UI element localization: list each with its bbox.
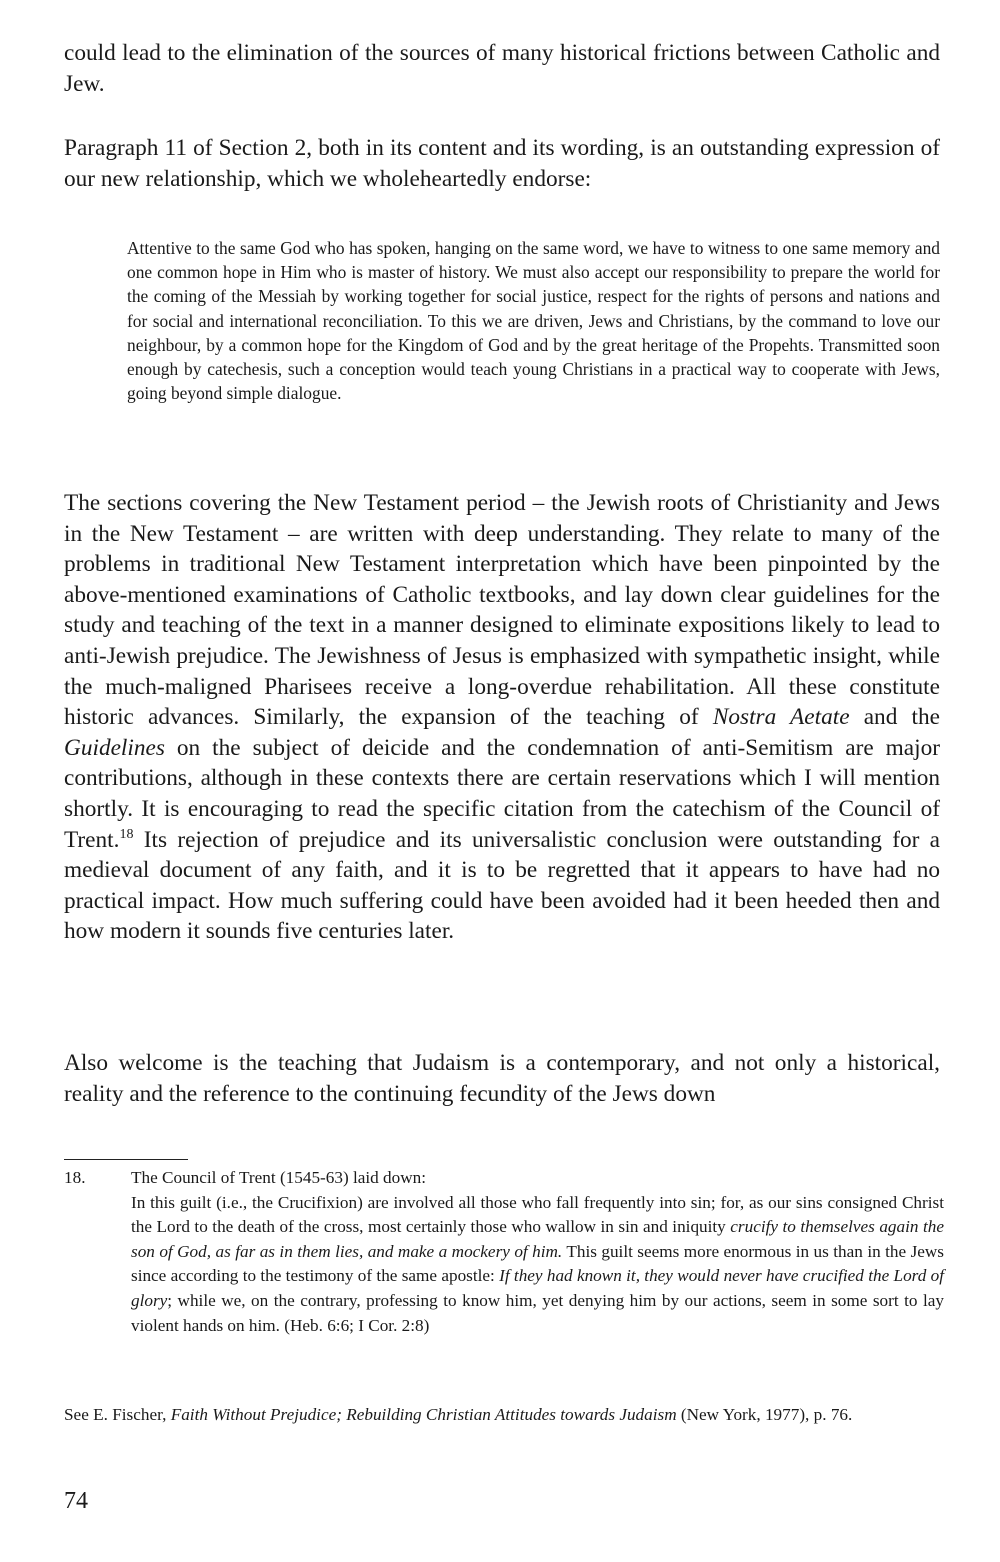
text-run: on the subject of deicide and the condemnation of anti-Semitism are major contributions, although in these contexts there are certain reservations which I will mention shortly. It is encouraging to read the specific citation from the catechism of the Council of Trent. [64, 734, 940, 853]
block-quote: Attentive to the same God who has spoken, hanging on the same word, we have to witness to one same memory and one common hope in Him who is master of history. We must also accept our responsibility to prepare the world for the coming of the Messiah by working together for social justice, respect for the rights of persons and nations and for social and international reconciliation. To this we are driven, Jews and Christians, by the command to love our neighbour, by a common hope for the Kingdom of God and by the great heritage of the Propehts. Transmitted soon enough by catechesis, such a conception would teach young Christians in a practical way to cooperate with Jews, going beyond simple dialogue. [127, 238, 940, 404]
text-run: This guilt seems more enormous in us than in the Jews since according to the testimony of the same apostle: [131, 1241, 944, 1286]
text-run: In this guilt (i.e., the Crucifixion) are involved all those who fall frequently into sin; for, as our sins consigned Christ the Lord to the death of the cross, most certainly those who wallow in sin and iniquity [131, 1192, 944, 1237]
footnote-body [131, 1166, 944, 1338]
text-run: The sections covering the New Testament period – the Jewish roots of Christianity and Jews in the New Testament – are written with deep understanding. They relate to many of the problems in traditional New Testament interpretation which have been pinpointed by the above-mentioned examinations of Catholic textbooks, and lay down clear guidelines for the study and teaching of the text in a manner designed to eliminate expositions likely to lead to anti-Jewish prejudice. The Jewishness of Jesus is emphasized with sympathetic insight, while the much-maligned Pharisees receive a long-overdue rehabilitation. All these constitute historic advances. Similarly, the expansion of the teaching of [64, 490, 940, 731]
paragraph-continuation: could lead to the elimination of the sources of many historical frictions between Catholic and Jew. [64, 40, 940, 97]
footnote-intro: The Council of Trent (1545-63) laid down: [131, 1168, 427, 1187]
paragraph-section-2: Paragraph 11 of Section 2, both in its content and its wording, is an outstanding expression of our new relationship, which we wholeheartedly endorse: [64, 135, 940, 192]
page-number: 74 [64, 1488, 88, 1514]
title-guidelines: Guidelines [64, 734, 165, 761]
footnote-quotation [131, 1191, 944, 1339]
footnote-number: 18. [64, 1168, 86, 1187]
title-nostra-aetate: Nostra Aetate [712, 704, 850, 731]
paragraph-judaism-contemporary: Also welcome is the teaching that Judaism is a contemporary, and not only a historical, reality and the reference to the continuing fecundity of the Jews down [64, 1050, 940, 1107]
footnote-citation [64, 1403, 944, 1428]
book-title: Faith Without Prejudice; Rebuilding Christian Attitudes towards Judaism [170, 1405, 677, 1424]
text-run: and the [849, 704, 940, 731]
text-run: (New York, 1977), p. 76. [676, 1405, 853, 1424]
footnote-reference[interactable]: 18 [119, 826, 134, 842]
footnote-divider [64, 1159, 188, 1160]
paragraph-new-testament [64, 488, 940, 947]
italic-quote: If they had known it, they would never have crucified the Lord of glory [131, 1266, 944, 1310]
text-run: ; while we, on the contrary, professing to know him, yet denying him by our actions, seem in some sort to lay violent hands on him. (Heb. 6:6; I Cor. 2:8) [131, 1290, 944, 1335]
text-run: See E. Fischer, [64, 1405, 171, 1424]
italic-quote: crucify to themselves again the son of God, as far as in them lies, and make a mockery of him. [131, 1217, 944, 1261]
text-run: Its rejection of prejudice and its universalistic conclusion were outstanding for a medieval document of any faith, and it is to be regretted that it appears to have had no practical impact. How much suffering could have been avoided had it been heeded then and how modern it sounds five centuries later. [64, 826, 940, 945]
